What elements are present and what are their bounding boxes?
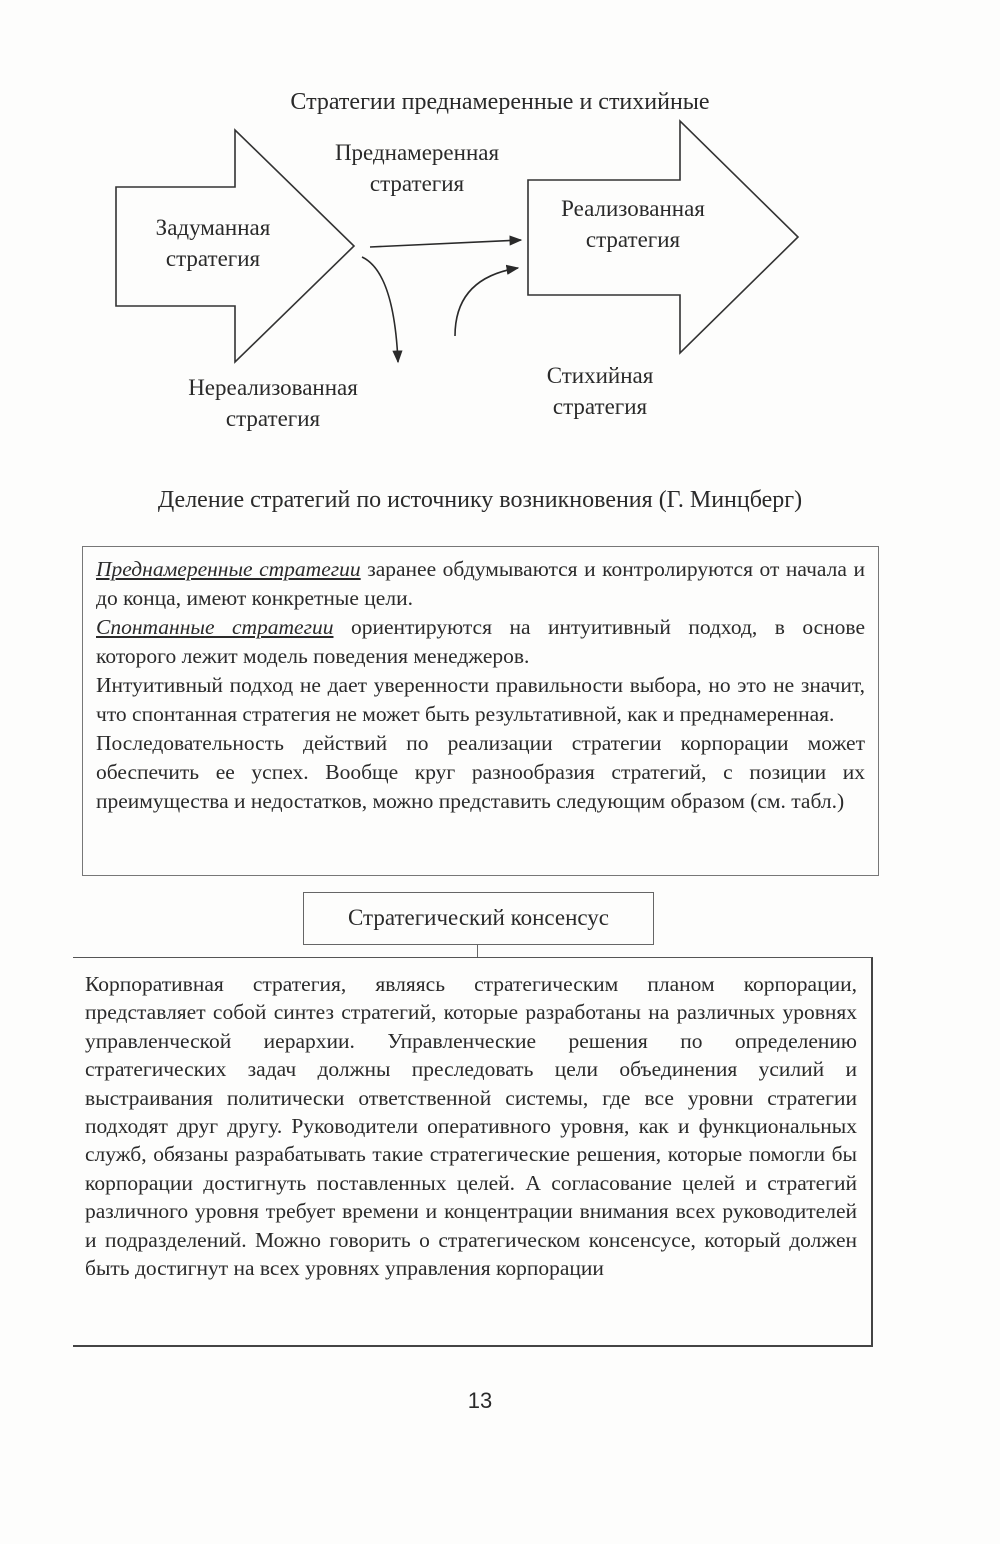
figure-caption: Деление стратегий по источнику возникновения (Г. Минцберг) [157, 487, 803, 513]
page-number: 13 [467, 1388, 493, 1413]
unrealized-arrow [362, 257, 398, 362]
deliberate-arrow [370, 240, 521, 247]
term-spontaneous: Спонтанные стратегии [96, 615, 334, 639]
paragraph-sequence: Последовательность действий по реализации стратегии корпорации может обеспечить ее успех. Вообще круг разнообразия стратегий, с позиции их преимущества и недостатков, можно представить следующим образом (см. табл.) [96, 731, 865, 813]
emergent-arrow [455, 268, 518, 336]
paragraph-deliberate: Преднамеренные стратегии заранее обдумываются и контролируются от начала и до конца, имеют конкретные цели. [96, 557, 865, 610]
consensus-paragraph: Корпоративная стратегия, являясь стратегическим планом корпорации, представляет собой синтез стратегий, которые разработаны на различных уровнях управленческой иерархии. Управленческие решения по определению стратегических задач должны преследовать цели объединения усилий и выстраивания политически ответственной системы, где все уровни стратегии подходят друг другу. Руководители оперативного уровня, как и функциональных служб, обязаны разрабатывать такие стратегические решения, которые помогли бы корпорации достигнуть поставленных целей. А согласование целей и стратегий различного уровня требует времени и концентрации внимания всех руководителей и подразделений. Можно говорить о стратегическом консенсусе, который должен быть достигнут на всех уровнях управления корпорации [85, 972, 857, 1281]
consensus-title: Стратегический консенсус [303, 892, 654, 945]
consensus-connector [477, 944, 478, 958]
deliberate-strategy-label: Преднамеренная стратегия [334, 140, 500, 196]
term-deliberate: Преднамеренные стратегии [96, 557, 361, 581]
intended-strategy-label: Задуманная стратегия [155, 215, 271, 271]
emergent-strategy-label: Стихийная стратегия [546, 363, 654, 419]
diagram-title: Стратегии преднамеренные и стихийные [290, 89, 710, 115]
paragraph-spontaneous: Спонтанные стратегии ориентируются на интуитивный подход, в основе которого лежит модель поведения менеджеров. [96, 615, 865, 668]
realized-strategy-label: Реализованная стратегия [561, 196, 705, 252]
paragraph-intuitive: Интуитивный подход не дает уверенности правильности выбора, но это не значит, что спонтанная стратегия не может быть результативной, как и преднамеренная. [96, 673, 865, 726]
strategies-definition-box [82, 546, 879, 876]
unrealized-strategy-label: Нереализованная стратегия [188, 375, 358, 431]
consensus-text-box [73, 957, 873, 1347]
